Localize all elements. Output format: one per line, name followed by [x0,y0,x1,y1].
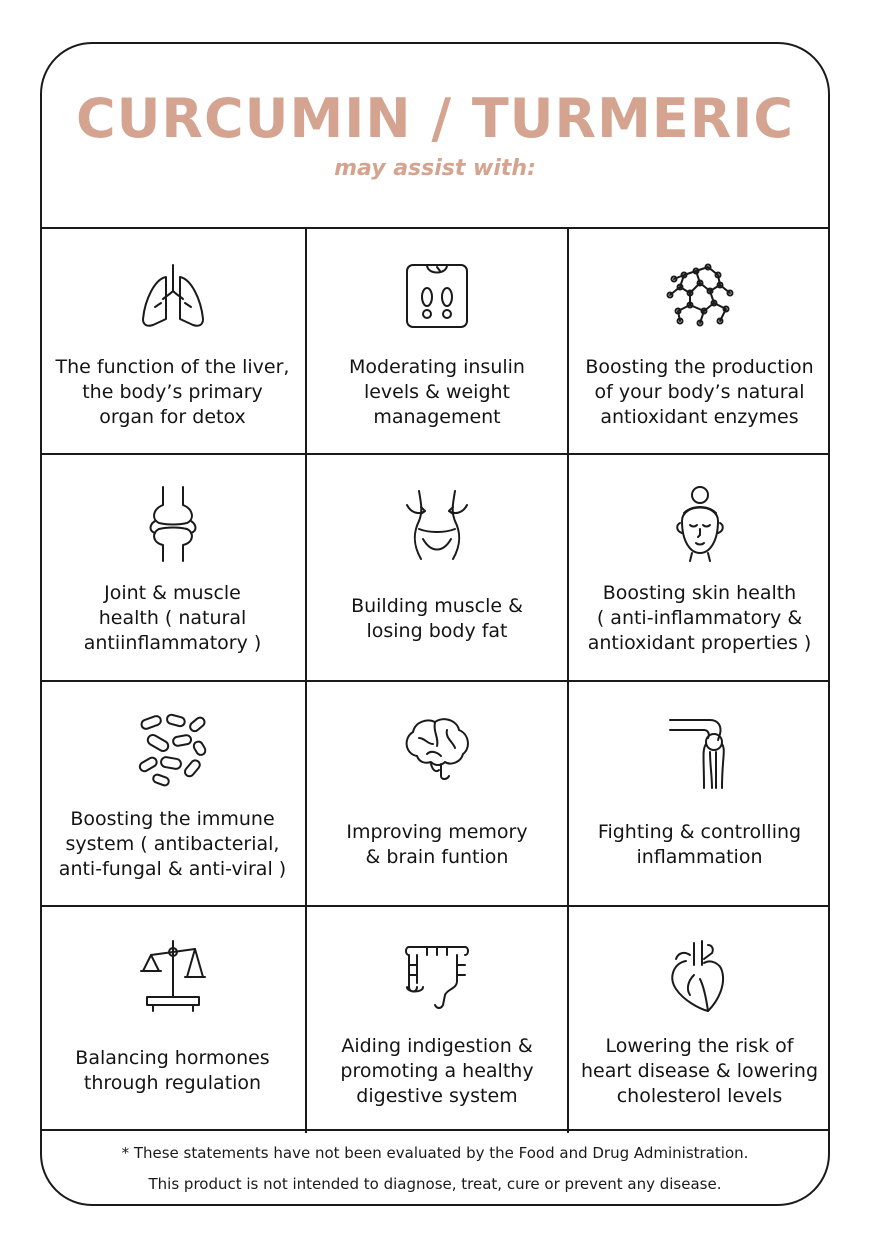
benefit-cell-memory [307,682,569,907]
benefit-label: Boosting the production of your body’s natural antioxidant enzymes [585,355,814,428]
benefit-label: Aiding indigestion & promoting a healthy digestive system [340,1034,534,1107]
intestine-icon [397,935,477,1015]
page-title: CURCUMIN / TURMERIC [75,87,795,150]
benefit-cell-muscle [307,455,569,682]
benefit-cell-digestion [307,907,569,1133]
face-icon [660,483,740,563]
benefit-label: The function of the liver, the body’s primary organ for detox [55,355,290,428]
page-subtitle: may assist with: [334,156,536,181]
balance-scale-icon [133,935,213,1015]
bent-joint-icon [660,710,740,790]
benefit-label: Boosting skin health ( anti-inflammatory & antioxidant properties ) [587,582,812,654]
scale-footprints-icon [397,257,477,337]
benefit-label: Lowering the risk of heart disease & lowering cholesterol levels [580,1034,819,1107]
benefit-cell-antioxidant [569,229,830,455]
benefit-label: Fighting & controlling inflammation [597,820,802,868]
benefit-cell-heart [569,907,830,1133]
molecules-icon [660,257,740,337]
knee-joint-icon [133,483,213,563]
heart-icon [660,935,740,1015]
info-card [40,42,830,1206]
disclaimer-line-1: * These statements have not been evaluated by the Food and Drug Administration. [121,1144,749,1162]
benefit-cell-weight [307,229,569,455]
benefit-cell-hormones [40,907,307,1133]
benefit-label: Joint & muscle health ( natural antiinflammatory ) [83,582,262,654]
benefit-cell-inflammation [569,682,830,907]
benefit-label: Balancing hormones through regulation [75,1047,270,1094]
benefit-cell-skin [569,455,830,682]
benefit-cell-liver [40,229,307,455]
benefit-cell-immune [40,682,307,907]
benefit-label: Boosting the immune system ( antibacterial, anti-fungal & anti-viral ) [58,808,287,880]
bacteria-icon [133,710,213,790]
disclaimer-line-2: This product is not intended to diagnose, treat, cure or prevent any disease. [148,1175,722,1193]
benefit-cell-joint [40,455,307,682]
benefit-label: Moderating insulin levels & weight management [349,355,525,428]
benefits-grid [40,227,830,1131]
benefit-label: Improving memory & brain funtion [346,820,528,868]
brain-icon [397,710,477,790]
benefit-label: Building muscle & losing body fat [351,594,523,642]
lungs-icon [133,257,213,337]
waist-icon [397,483,477,563]
